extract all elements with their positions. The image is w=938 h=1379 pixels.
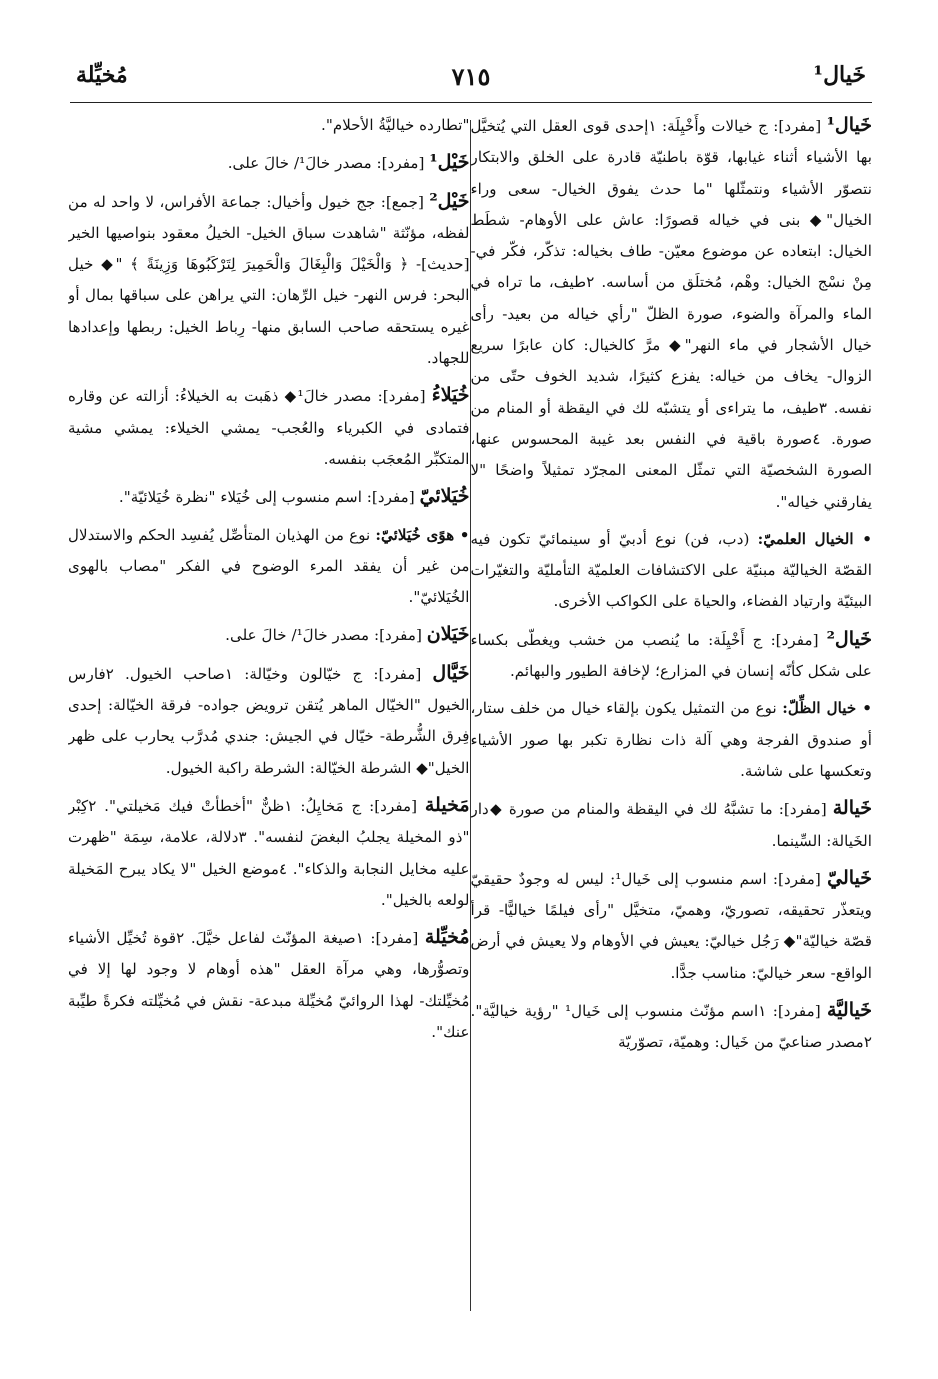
entry-headword: خَياليَّة (827, 999, 872, 1022)
entry-headword: خَيال¹ (826, 114, 872, 136)
dictionary-columns (68, 110, 872, 1319)
dictionary-entry (68, 520, 470, 614)
entry-body: [مفرد]: ج مَخايِلُ: ١ظنٌّ "أخطأتْ فيك مَخيلتي". ٢كِبْر "ذو المخيلة يجلبُ البغضَ لنفسه". ٣دلالة، علامة، سِمَة "ظهرت عليه مخايل النجابة والذكاء". ٤موضع الخيل "لا يكاد يبرح المَخيلة لولعه بالخيل". (68, 796, 470, 909)
dictionary-entry (471, 793, 873, 857)
header-guide-word-right: خَيال¹ (813, 62, 866, 88)
entry-subheadword: • الخيال العلميّ: (757, 529, 872, 548)
entry-headword: مَخيلة (424, 793, 470, 816)
entry-headword: خَياليّ (827, 866, 872, 889)
entry-body: [مفرد]: ما تشبَّهُ لك في اليقظة والمنام من صورة ◆دار الخَيالة: السِّينما. (470, 800, 872, 850)
page-header (70, 58, 872, 103)
entry-headword: خَيْل² (429, 189, 470, 212)
entry-headword: خُيَلائيّ (419, 485, 470, 508)
column-divider (470, 120, 471, 1311)
entry-subheadword: • هوًى خُيَلائيّ: (375, 525, 470, 544)
entry-body: [مفرد]: مصدر خالَ¹/ خالَ على. (227, 154, 430, 173)
entry-body: [مفرد]: اسم منسوب إلى خَيال¹: ليس له وجودٌ حقيقيّ ويتعذّر تحقيقه، تصوريّ، وهميّ، متخيَّل "رأى فيلمًا خياليًّا- قرأ قصّة خياليّة"◆ رَجُل خياليّ: يعيش في الأوهام ولا يعيش في أرض الواقع- سعر خياليّ: مناسب جدًّا. (470, 869, 872, 982)
dictionary-entry (68, 619, 470, 651)
dictionary-entry (68, 186, 470, 375)
entry-headword: خَيَلان (426, 623, 470, 646)
entry-headword: خُيَلاءُ (431, 384, 470, 407)
entry-body: [مفرد]: ج خيّالون وخيّالة: ١صاحب الخيول. ٢فارس الخيول "الخيّال الماهر يُتقن ترويض جواده- فرقة الخيّالة: إحدى فِرق الشُّرطة- خيّال في الجيش: جندي مُدرَّب يحارب على ظهر الخيل"◆ الشرطة الخيّالة: الشرطة راكبة الخيول. (68, 664, 470, 777)
right-column (471, 110, 873, 1319)
entry-body: [مفرد]: ١اسم مؤنّث منسوب إلى خَيال¹ "رؤية خياليَّة". ٢مصدر صناعيّ من خَيال: وهميّة، تصوّريّة (470, 1002, 872, 1052)
dictionary-entry (68, 790, 470, 916)
entry-headword: خَيال² (826, 627, 872, 650)
header-guide-word-left: مُخيِّلة (76, 62, 128, 88)
entry-body: [مفرد]: اسم منسوب إلى خُيَلاء "نظرة خُيَلائيّة". (118, 488, 420, 507)
dictionary-entry (68, 481, 470, 513)
dictionary-entry (471, 524, 873, 618)
dictionary-entry (471, 693, 873, 787)
entry-subheadword: • خيال الظِّلّ: (782, 699, 872, 718)
dictionary-entry (471, 624, 873, 688)
entry-headword: خَيْل¹ (429, 151, 470, 174)
entry-body: [مفرد]: مصدر خالَ¹◆ ذهَبت به الخيلاءُ: أزالته عن وقاره فتمادى في الكبرياء والعُجب- يمشي الخيلاء: يمشي مشية المتكبِّر المُعجَب بنفسه. (68, 387, 470, 468)
dictionary-entry (68, 147, 470, 179)
dictionary-entry (68, 380, 470, 475)
entry-headword: مُخيِّلة (424, 926, 470, 949)
entry-body: [مفرد]: ١صيغة المؤنّث لفاعل خيَّلَ. ٢قوة تُخيِّل الأشياء وتصوُّرها، وهي مرآة العقل "هذه أوهام لا وجود لها إلا في مُخيِّلتك- لهذا الروائيّ مُخيِّلة مبدعة- نقش في مُخيِّلته فكرةً طيِّبة عنك". (68, 929, 470, 1042)
entry-headword: خَيَّال (432, 661, 470, 684)
dictionary-entry (68, 658, 470, 784)
entry-body: [مفرد]: ج خيالات وأَخْيِلَة: ١إحدى قوى العقل التي يُتخيَّل بها الأشياء أثناء غيابها، قوّة باطنيّة قادرة على الخلق والابتكار نتصوّر الأشياء ونتمثّلها "ما حدث يفوق الخيال- سعى وراء الخيال"◆ بنى في خياله قصورًا: عاش على الأوهام- شطَط الخيال: ابتعاده عن موضوع معيّن- طاف بخياله: تذكّر، فكّر في- مِنْ نسْج الخيال: وهْم، مُختلَق من أساسه. ٢طيف، ما تراه في الماء والمرآة والضوء، صورة الظلّ "رأي خياله من بعيد- رأى خيال الأشجار في ماء النهر"◆ مرَّ كالخيال: كان عابرًا سريع الزوال- يخاف من خياله: يفزع كثيرًا، شديد الخوف حتّى من نفسه. ٣طيف، ما يتراءى أو يتشبّه لك في اليقظة أو المنام من صورة. ٤صورة باقية في النفس بعد غيبة المحسوس عنها، الصورة الشخصيّة التي تمثّل المعنى المجرّد تمثيلاً واضحًا "لا يفارقني خياله". (470, 117, 872, 511)
entry-headword: خَيالة (832, 797, 872, 820)
dictionary-entry (471, 863, 873, 989)
entry-body: "تطارده خياليَّةُ الأحلام". (321, 116, 470, 134)
entry-body: نوع من الهذيان المتأصِّل يُفسِد الحكم والاستدلال من غير أن يفقد المرء الوضوح في الفكر "مصاب بالهوى الخُيَلائيّ". (68, 525, 470, 607)
page-number: ٧١٥ (451, 62, 491, 91)
dictionary-entry (471, 110, 873, 518)
dictionary-entry (471, 995, 873, 1059)
entry-body: [جمع]: جج خيول وأخيال: جماعة الأفراس، لا واحد له من لفظه، مؤنّثة "شاهدت سباق الخيل- الخيلُ معقود بنواصيها الخير [حديث]- ﴿ وَالْخَيْلَ وَالْبِغَالَ وَالْحَمِيرَ لِتَرْكَبُوهَا وَزِينَةً ﴾ "◆ خيل البحر: فرس النهر- خيل الرِّهان: التي يراهن على سباقها بمال أو غيره يستحقه صاحب السابق منها- رِباط الخيل: ربطها وإعدادها للجهاد. (68, 192, 470, 368)
entry-body: [مفرد]: مصدر خالَ¹/ خالَ على. (225, 626, 427, 645)
dictionary-entry-continued (68, 110, 470, 141)
entry-body: [مفرد]: ج أَخْيِلَة: ما يُنصب من خشب ويغطّى بكساء على شكل كأنّه إنسان في المزارع؛ لإخافة الطيور والبهائم. (470, 630, 872, 681)
left-column (68, 110, 470, 1319)
dictionary-entry (68, 922, 470, 1048)
entry-body: (دب، فن) نوع أدبيّ أو سينمائيّ تكون فيه القصّة الخياليّة مبنيّة على الاكتشافات العلميّة التأمليّة والتغيّرات البيئيّة وارتياد الفضاء، والحياة على الكواكب الأخرى. (470, 529, 872, 611)
entry-body: نوع من التمثيل يكون بإلقاء خيال من خلف ستار، أو صندوق الفرجة وهي آلة ذات نظارة تكبر بها صور الأشياء وتعكسها على شاشة. (470, 699, 872, 780)
